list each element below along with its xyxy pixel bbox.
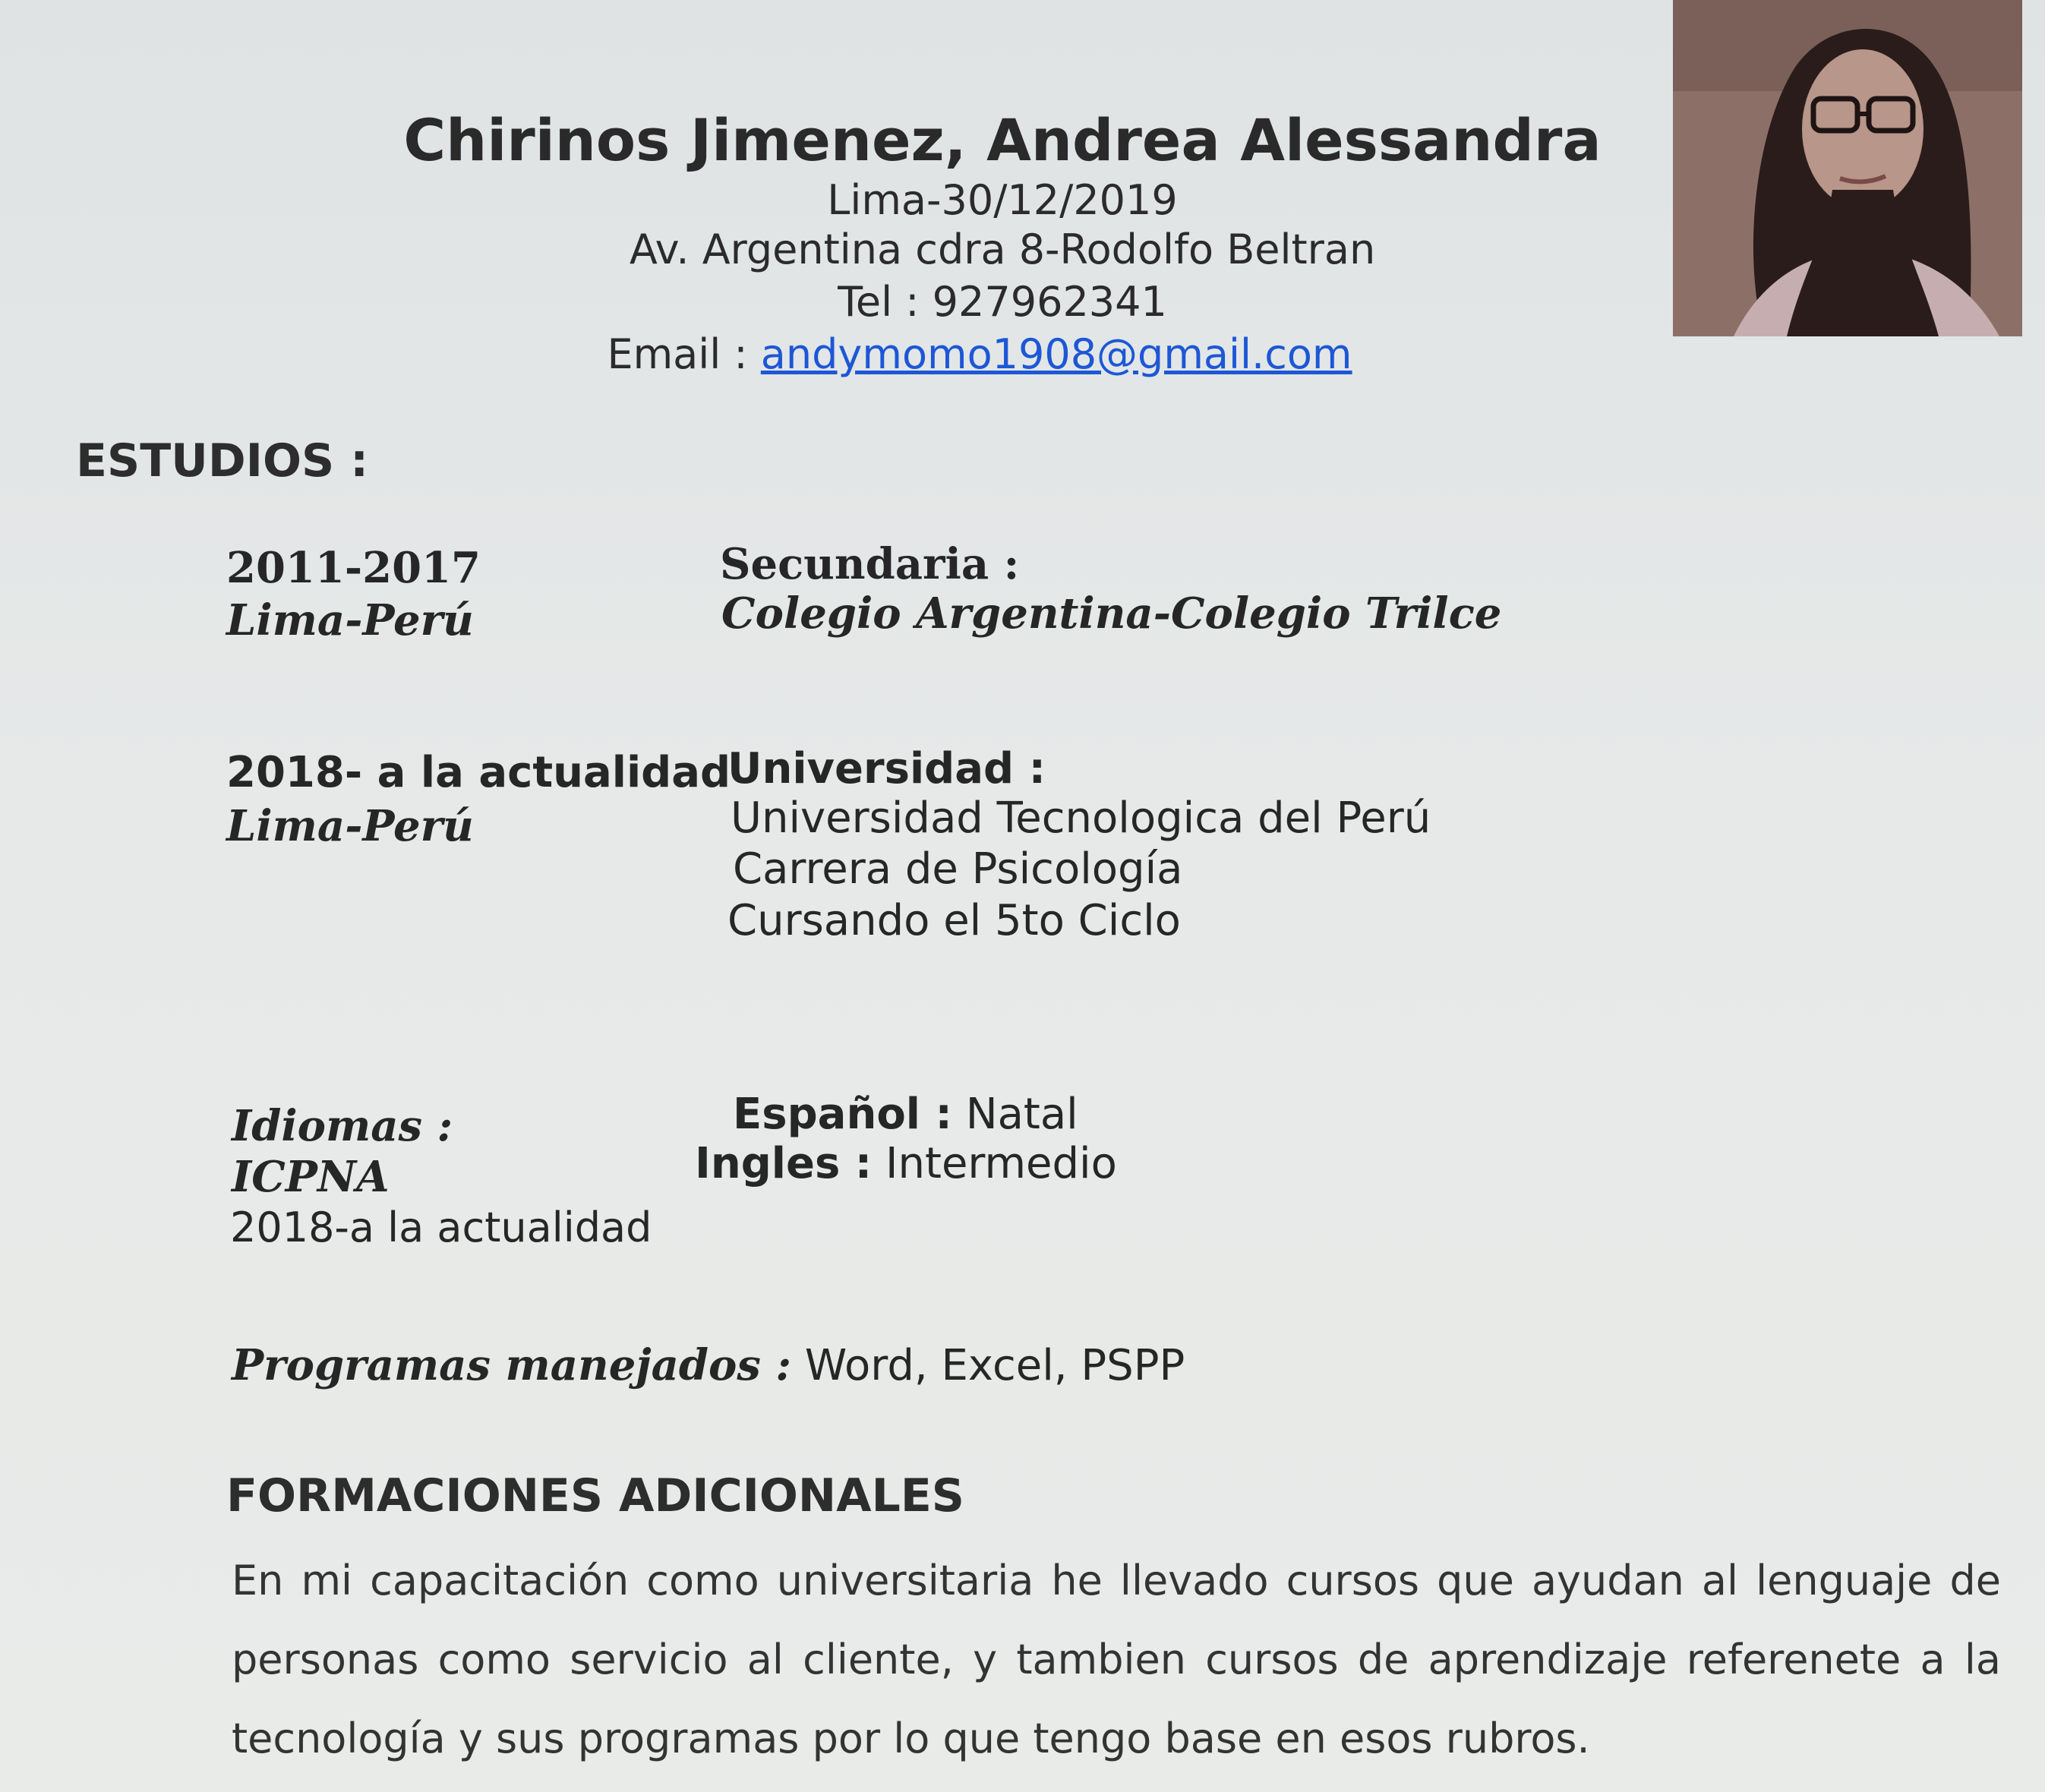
email-link[interactable]: andymomo1908@gmail.com [760, 330, 1352, 378]
study-detail-2b: Carrera de Psicología [733, 844, 1183, 894]
candidate-name: Chirinos Jimenez, Andrea Alessandra [403, 106, 1602, 174]
language-level-1: Natal [965, 1090, 1078, 1139]
study-level-1: Secundaria : [720, 539, 1020, 589]
programs-label: Programas manejados : [232, 1340, 792, 1390]
study-detail-1: Colegio Argentina-Colegio Trilce [721, 588, 1502, 639]
language-name-1: Español : [733, 1090, 952, 1139]
studies-title: ESTUDIOS : [76, 434, 369, 487]
address: Av. Argentina cdra 8-Rodolfo Beltran [629, 226, 1376, 273]
email-label: Email : [607, 330, 761, 378]
phone: Tel : 927962341 [838, 278, 1167, 326]
languages-period: 2018-a la actualidad [230, 1204, 652, 1251]
study-detail-2a: Universidad Tecnologica del Perú [731, 793, 1431, 843]
languages-institute: ICPNA [232, 1152, 390, 1202]
languages-label: Idiomas : [232, 1101, 453, 1151]
study-place-1: Lima-Perú [226, 595, 474, 645]
language-item-1 [733, 1090, 1078, 1139]
email-line [0, 330, 1982, 378]
additional-title: FORMACIONES ADICIONALES [226, 1469, 965, 1522]
additional-text: En mi capacitación como universitaria he llevado cursos que ayudan al lenguaje de personas como servicio al cliente, y tambien cursos de aprendizaje referenete a la tecnología y sus programas por lo que tengo base en esos rubros. [232, 1557, 2001, 1762]
study-period-1: 2011-2017 [226, 543, 481, 593]
study-period-2: 2018- a la actualidad [226, 748, 731, 797]
study-level-2: Universidad : [727, 744, 1046, 793]
language-item-2 [695, 1139, 1117, 1188]
study-place-2: Lima-Perú [226, 801, 474, 851]
place-date: Lima-30/12/2019 [827, 176, 1178, 224]
study-detail-2c: Cursando el 5to Ciclo [727, 896, 1181, 945]
programs-line [232, 1340, 1185, 1390]
programs-value: Word, Excel, PSPP [804, 1341, 1185, 1390]
language-level-2: Intermedio [885, 1139, 1117, 1188]
language-name-2: Ingles : [695, 1139, 873, 1188]
